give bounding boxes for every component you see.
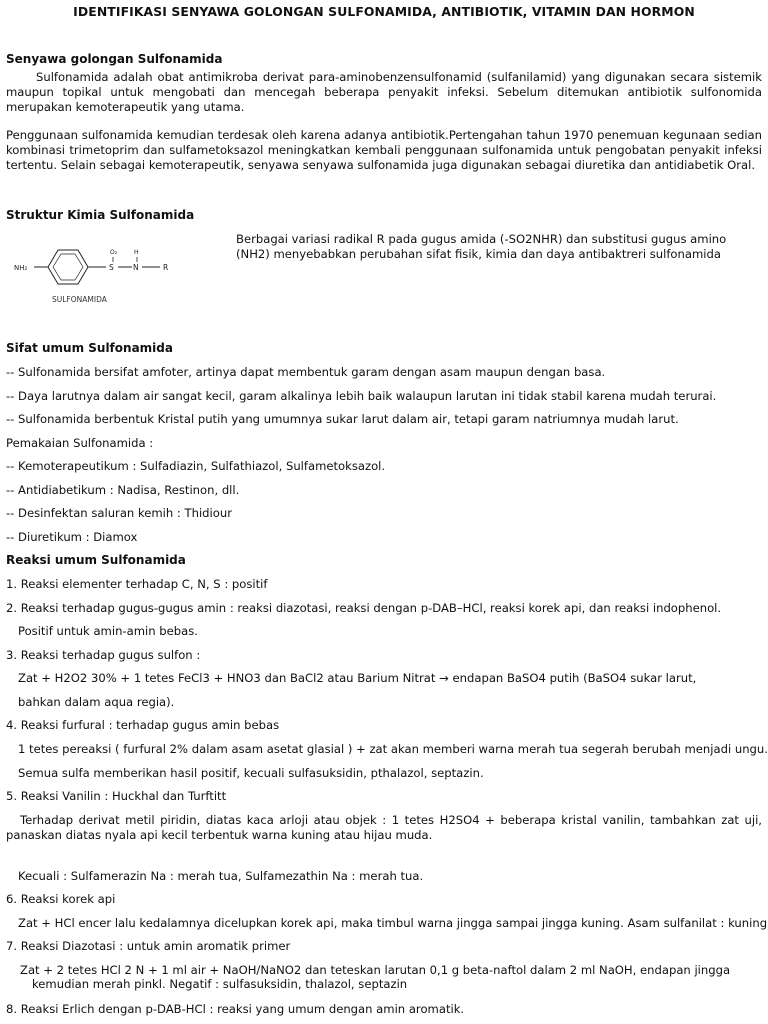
section-heading-sulfonamida: Senyawa golongan Sulfonamida xyxy=(6,52,223,66)
section-heading-reactions: Reaksi umum Sulfonamida xyxy=(6,553,186,567)
list-item: -- Sulfonamida berbentuk Kristal putih yang umumnya sukar larut dalam air, tetapi garam natriumnya mudah larut. xyxy=(6,412,679,426)
reaction-detail: bahkan dalam aqua regia). xyxy=(18,695,175,709)
reaction-item: 4. Reaksi furfural : terhadap gugus amin bebas xyxy=(6,718,280,732)
reaction-item: 7. Reaksi Diazotasi : untuk amin aromatik primer xyxy=(6,939,291,953)
section-heading-structure: Struktur Kimia Sulfonamida xyxy=(6,208,195,222)
nh2-label: NH₂ xyxy=(14,264,28,272)
list-item: -- Desinfektan saluran kemih : Thidiour xyxy=(6,506,232,520)
o2-label: O₂ xyxy=(110,249,118,256)
reaction-detail: 1 tetes pereaksi ( furfural 2% dalam asam asetat glasial ) + zat akan memberi warna merah tua segerah berubah menjadi ungu. xyxy=(18,742,768,756)
section-heading-properties: Sifat umum Sulfonamida xyxy=(6,341,173,355)
r-label: R xyxy=(163,263,169,272)
paragraph-definition: Sulfonamida adalah obat antimikroba derivat para-aminobenzensulfonamid (sulfanilamid) yang digunakan secara sistemik maupun topikal untuk mengobati dan mencegah beberapa penyakit infeksi. Sebelum ditemukan antibiotik sulfonomida merupakan kemoterapeutik yang utama. xyxy=(6,70,762,114)
reaction-item: 5. Reaksi Vanilin : Huckhal dan Turftitt xyxy=(6,789,227,803)
reaction-detail: Zat + H2O2 30% + 1 tetes FeCl3 + HNO3 dan BaCl2 atau Barium Nitrat → endapan BaSO4 putih (BaSO4 sukar larut, xyxy=(18,671,697,685)
reaction-detail: Zat + HCl encer lalu kedalamnya dicelupkan korek api, maka timbul warna jingga sampai jingga kuning. Asam sulfanilat : kuning xyxy=(18,916,768,930)
list-item: -- Antidiabetikum : Nadisa, Restinon, dll. xyxy=(6,483,240,497)
list-item: -- Kemoterapeutikum : Sulfadiazin, Sulfathiazol, Sulfametoksazol. xyxy=(6,459,386,473)
reaction-item: 8. Reaksi Erlich dengan p-DAB-HCl : reaksi yang umum dengan amin aromatik. xyxy=(6,1002,465,1016)
page-title: IDENTIFIKASI SENYAWA GOLONGAN SULFONAMIDA, ANTIBIOTIK, VITAMIN DAN HORMON xyxy=(73,4,695,19)
reaction-detail: Zat + 2 tetes HCl 2 N + 1 ml air + NaOH/NaNO2 dan teteskan larutan 0,1 g beta-naftol dalam 2 ml NaOH, endapan jingga xyxy=(20,963,731,977)
list-item: -- Sulfonamida bersifat amfoter, artinya dapat membentuk garam dengan asam maupun dengan basa. xyxy=(6,365,606,379)
reaction-item: 1. Reaksi elementer terhadap C, N, S : positif xyxy=(6,577,268,591)
reaction-item: 2. Reaksi terhadap gugus-gugus amin : reaksi diazotasi, reaksi dengan p-DAB–HCl, reaksi korek api, dan reaksi indophenol. xyxy=(6,601,722,615)
reaction-detail: Semua sulfa memberikan hasil positif, kecuali sulfasuksidin, pthalazol, septazin. xyxy=(18,766,484,780)
list-item: -- Diuretikum : Diamox xyxy=(6,530,138,544)
reaction-detail: Positif untuk amin-amin bebas. xyxy=(18,624,198,638)
n-label: N xyxy=(133,263,139,272)
s-label: S xyxy=(109,263,114,272)
reaction-detail: Terhadap derivat metil piridin, diatas kaca arloji atau objek : 1 tetes H2SO4 + beberapa kristal vanilin, tambahkan zat uji, panaskan diatas nyala api kecil terbentuk warna kuning atau hijau muda. xyxy=(6,813,762,842)
usage-heading: Pemakaian Sulfonamida : xyxy=(6,436,154,450)
reaction-detail: Kecuali : Sulfamerazin Na : merah tua, Sulfamezathin Na : merah tua. xyxy=(18,869,424,883)
reaction-detail: kemudian merah pinkl. Negatif : sulfasuksidin, thalazol, septazin xyxy=(32,977,408,991)
reaction-item: 3. Reaksi terhadap gugus sulfon : xyxy=(6,648,201,662)
structure-description-text: Berbagai variasi radikal R pada gugus amida (-SO2NHR) dan substitusi gugus amino (NH2) menyebabkan perubahan sifat fisik, kimia dan daya antibaktreri sulfonamida xyxy=(236,232,727,261)
list-item: -- Daya larutnya dalam air sangat kecil, garam alkalinya lebih baik walaupun larutan ini tidak stabil karena mudah terurai. xyxy=(6,389,717,403)
reaction-item: 6. Reaksi korek api xyxy=(6,892,116,906)
structure-description xyxy=(236,232,761,262)
diagram-caption: SULFONAMIDA xyxy=(52,295,107,304)
paragraph-usage: Penggunaan sulfonamida kemudian terdesak oleh karena adanya antibiotik.Pertengahan tahun 1970 penemuan kegunaan sedian kombinasi trimetoprim dan sulfametoksazol meningkatkan kembali penggunaan sulfonamida untuk pengobatan penyakit infeksi tertentu. Selain sebagai kemoterapeutik, senyawa senyawa sulfonamida juga digunakan sebagai diuretika dan antidiabetik Oral. xyxy=(6,128,762,172)
h-label: H xyxy=(134,249,139,256)
sulfonamide-structure-diagram xyxy=(10,232,230,312)
